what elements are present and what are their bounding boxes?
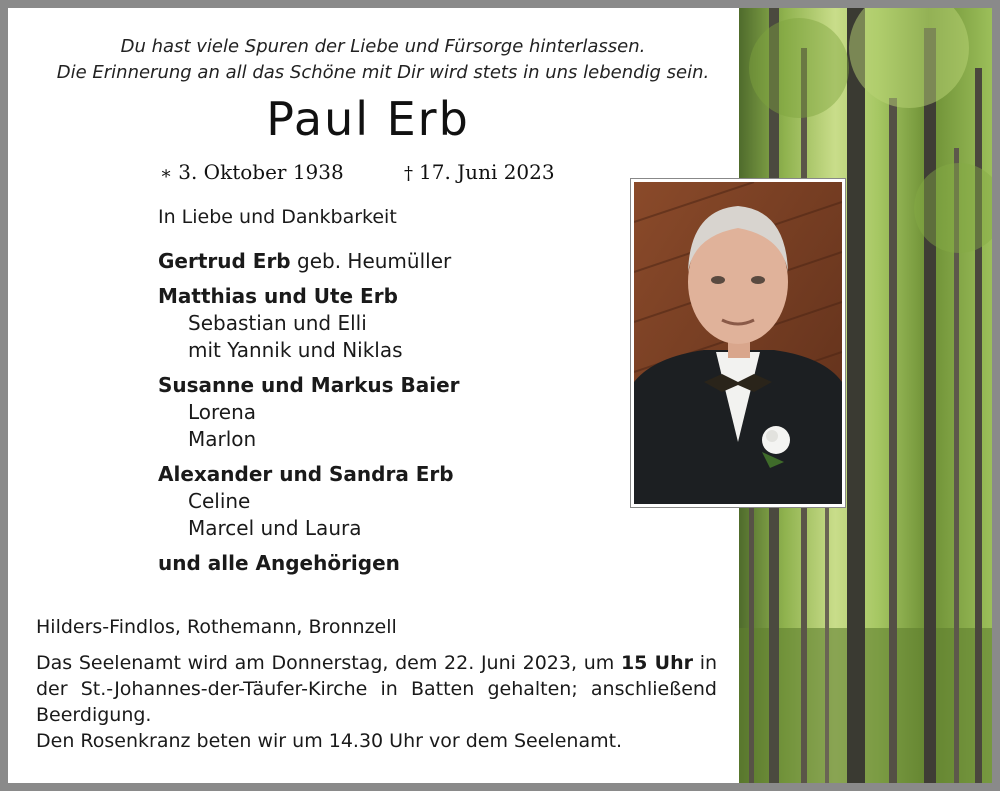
birth-star-icon: ∗ — [160, 163, 173, 184]
family-member: Marcel und Laura — [188, 516, 362, 540]
family-group-head: Matthias und Ute Erb — [158, 284, 398, 308]
service-notice — [36, 650, 717, 754]
family-member: Marlon — [188, 427, 257, 451]
family-group-head: Susanne und Markus Baier — [158, 373, 460, 397]
portrait-photo — [630, 178, 846, 508]
verse-line-1: Du hast viele Spuren der Liebe und Fürsorge hinterlassen. — [120, 36, 646, 57]
thanks-line: In Liebe und Dankbarkeit — [158, 206, 397, 228]
family-member: Celine — [188, 489, 251, 513]
memorial-verse — [38, 34, 728, 86]
spouse-note: geb. Heumüller — [297, 249, 452, 273]
deceased-name: Paul Erb — [266, 92, 470, 146]
birth-date — [160, 160, 344, 184]
death-cross-icon: † — [404, 163, 413, 184]
family-list — [158, 248, 460, 577]
family-member: Sebastian und Elli — [188, 311, 367, 335]
verse-line-2: Die Erinnerung an all das Schöne mit Dir wird stets in uns lebendig sein. — [56, 62, 710, 83]
family-member: mit Yannik und Niklas — [188, 338, 403, 362]
family-member: Lorena — [188, 400, 257, 424]
spouse-name: Gertrud Erb — [158, 249, 291, 273]
notice-time: 15 Uhr — [620, 652, 693, 674]
family-closing: und alle Angehörigen — [158, 551, 400, 575]
notice-text-2: in der St.-Johannes-der-Täufer-Kirche in Batten gehalten; anschließend Beerdigung. — [36, 652, 718, 726]
notice-rosary-line: Den Rosenkranz beten wir um 14.30 Uhr vor dem Seelenamt. — [36, 730, 623, 752]
family-group-head: Alexander und Sandra Erb — [158, 462, 454, 486]
spouse-line — [158, 248, 460, 275]
birth-date-text: 3. Oktober 1938 — [178, 160, 344, 184]
portrait-illustration — [634, 182, 842, 504]
death-date-text: 17. Juni 2023 — [419, 160, 555, 184]
death-date — [404, 160, 555, 184]
obituary-card — [8, 8, 992, 783]
places-line: Hilders-Findlos, Rothemann, Bronnzell — [36, 616, 397, 638]
notice-text-1: Das Seelenamt wird am Donnerstag, dem 22. Juni 2023, um — [36, 652, 615, 674]
